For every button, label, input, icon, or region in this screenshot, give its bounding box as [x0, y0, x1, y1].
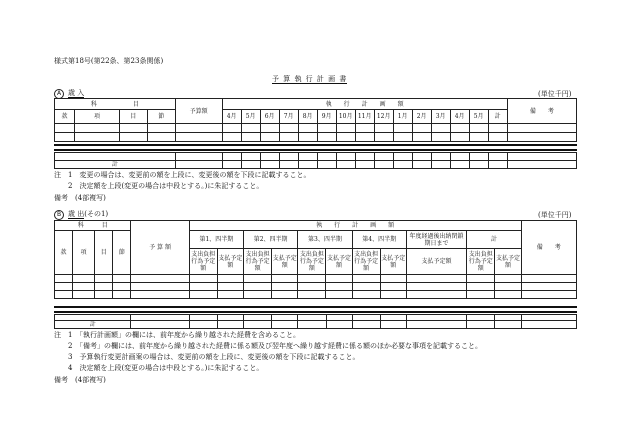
table-cell — [55, 291, 73, 299]
form-reference: 様式第18号(第22条、第23条関係) — [54, 57, 164, 65]
commitment-header: 支出負担行為予定額 — [189, 249, 217, 275]
table-cell — [298, 133, 317, 142]
kan-header: 款 — [55, 231, 73, 275]
table-cell — [241, 124, 260, 133]
table-row — [55, 133, 577, 142]
table-cell — [95, 291, 113, 299]
table-cell — [298, 283, 326, 291]
bikou-header: 備 考 — [507, 99, 576, 124]
table-cell — [55, 124, 75, 133]
bikou-line-a: 備考 (4部複写) — [54, 194, 106, 202]
table-cell — [73, 283, 95, 291]
month-header: 計 — [488, 110, 507, 124]
payment-header: 支払予定額 — [495, 249, 521, 275]
table-cell — [217, 283, 243, 291]
table-cell — [244, 283, 272, 291]
table-cell — [406, 275, 466, 283]
kan-header: 款 — [55, 110, 75, 124]
month-header: 5月 — [469, 110, 488, 124]
table-cell — [95, 283, 113, 291]
payment-header: 支払予定額 — [272, 249, 298, 275]
shikko-header: 執 行 計 画 額 — [222, 99, 507, 110]
circle-b-marker: B — [54, 210, 64, 220]
kamoku-header: 科 目 — [55, 221, 131, 231]
month-header: 12月 — [374, 110, 393, 124]
table-cell — [73, 291, 95, 299]
revenue-total-table — [54, 152, 577, 169]
table-cell — [113, 275, 131, 283]
total-label: 計 — [55, 321, 131, 329]
table-cell — [495, 291, 521, 299]
table-row — [55, 124, 577, 133]
table-cell — [241, 133, 260, 142]
page-title: 予 算 執 行 計 画 書 — [272, 75, 348, 83]
table-cell — [55, 133, 75, 142]
thick-divider — [54, 149, 577, 151]
table-cell — [467, 283, 495, 291]
table-cell — [450, 133, 469, 142]
table-cell — [488, 124, 507, 133]
table-cell — [380, 275, 406, 283]
table-cell — [272, 283, 298, 291]
table-cell — [495, 283, 521, 291]
month-header: 4月 — [450, 110, 469, 124]
table-cell — [380, 291, 406, 299]
table-cell — [272, 275, 298, 283]
table-cell — [260, 133, 279, 142]
table-cell — [298, 291, 326, 299]
table-cell — [279, 124, 298, 133]
table-cell — [521, 275, 576, 283]
table-cell — [222, 124, 241, 133]
quarter-header: 第2、四半期 — [244, 231, 298, 249]
payment-header: 支払予定額 — [326, 249, 352, 275]
setsu-header: 節 — [113, 231, 131, 275]
table-cell — [317, 124, 336, 133]
note-b-3: 3 予算執行変更計画案の場合は、変更前の額を上段に、変更後の額を下段に記載すること。 — [54, 353, 360, 361]
month-header: 6月 — [260, 110, 279, 124]
table-cell — [467, 291, 495, 299]
unit-label-b: (単位千円) — [538, 211, 572, 219]
table-cell — [406, 291, 466, 299]
table-cell — [393, 124, 412, 133]
month-header: 5月 — [241, 110, 260, 124]
table-cell — [189, 275, 217, 283]
table-row — [55, 291, 577, 299]
month-header: 8月 — [298, 110, 317, 124]
table-cell — [355, 124, 374, 133]
commitment-header: 支出負担行為予定額 — [244, 249, 272, 275]
table-cell — [507, 124, 576, 133]
table-cell — [175, 124, 222, 133]
thick-divider — [54, 144, 577, 146]
month-header: 10月 — [336, 110, 355, 124]
table-cell — [272, 291, 298, 299]
expenditure-total-table — [54, 314, 577, 329]
total-label: 計 — [55, 161, 176, 169]
table-row — [55, 283, 577, 291]
shikko-header: 執 行 計 画 額 — [189, 221, 521, 231]
table-cell — [113, 283, 131, 291]
table-cell — [326, 275, 352, 283]
table-cell — [119, 124, 147, 133]
table-cell — [450, 124, 469, 133]
table-row — [55, 275, 577, 283]
table-cell — [355, 133, 374, 142]
section-b-suffix: (その1) — [84, 210, 109, 218]
quarter-header: 第4、四半期 — [352, 231, 406, 249]
table-cell — [113, 291, 131, 299]
table-cell — [326, 283, 352, 291]
table-cell — [260, 124, 279, 133]
table-cell — [336, 133, 355, 142]
thick-divider — [54, 306, 577, 308]
table-cell — [488, 133, 507, 142]
table-cell — [73, 275, 95, 283]
table-cell — [352, 283, 380, 291]
table-cell — [55, 275, 73, 283]
quarter-header: 第3、四半期 — [298, 231, 352, 249]
payment-plan-header: 支払予定額 — [406, 249, 466, 275]
table-cell — [393, 133, 412, 142]
commitment-header: 支出負担行為予定額 — [467, 249, 495, 275]
payment-header: 支払予定額 — [217, 249, 243, 275]
table-cell — [298, 124, 317, 133]
kei-header: 計 — [467, 231, 521, 249]
month-header: 1月 — [393, 110, 412, 124]
table-cell — [131, 275, 189, 283]
expenditure-table — [54, 220, 577, 299]
table-cell — [75, 124, 120, 133]
table-cell — [189, 291, 217, 299]
table-cell — [147, 133, 175, 142]
table-cell — [217, 275, 243, 283]
table-cell — [119, 133, 147, 142]
table-cell — [431, 124, 450, 133]
moku-header: 目 — [119, 110, 147, 124]
table-cell — [131, 283, 189, 291]
table-cell — [374, 133, 393, 142]
note-a-1: 注 1 変更の場合は、変更前の額を上段に、変更後の額を下段に記載すること。 — [54, 171, 311, 179]
table-cell — [412, 133, 431, 142]
table-cell — [467, 275, 495, 283]
commitment-header: 支出負担行為予定額 — [352, 249, 380, 275]
circle-a-marker: A — [54, 89, 64, 99]
month-header: 3月 — [431, 110, 450, 124]
table-cell — [55, 283, 73, 291]
bikou-header: 備 考 — [521, 221, 576, 275]
table-cell — [131, 291, 189, 299]
table-cell — [217, 291, 243, 299]
table-cell — [431, 133, 450, 142]
table-cell — [380, 283, 406, 291]
month-header: 4月 — [222, 110, 241, 124]
section-b-heading — [54, 210, 108, 220]
table-cell — [244, 275, 272, 283]
kamoku-header: 科 目 — [55, 99, 176, 110]
quarter-header: 第1、四半期 — [189, 231, 243, 249]
table-cell — [317, 133, 336, 142]
commitment-header: 支出負担行為予定額 — [298, 249, 326, 275]
table-cell — [469, 124, 488, 133]
setsu-header: 節 — [147, 110, 175, 124]
note-b-2: 2 「備考」の欄には、前年度から繰り越された経費に係る額及び翌年度へ繰り越す経費に係る額のほか必要な事項を記載すること。 — [54, 342, 482, 350]
yosan-header: 予 算 額 — [131, 221, 189, 275]
month-header: 9月 — [317, 110, 336, 124]
table-cell — [222, 133, 241, 142]
table-cell — [336, 124, 355, 133]
table-cell — [495, 275, 521, 283]
note-a-2: 2 決定額を上段(変更の場合は中段とする。)に朱記すること。 — [54, 182, 264, 190]
table-cell — [279, 133, 298, 142]
note-b-4: 4 決定額を上段(変更の場合は中段とする。)に朱記すること。 — [54, 364, 264, 372]
yosan-header: 予算額 — [175, 99, 222, 124]
table-cell — [95, 275, 113, 283]
bikou-line-b: 備考 (4部複写) — [54, 376, 106, 384]
revenue-table — [54, 98, 577, 142]
table-cell — [189, 283, 217, 291]
thick-divider — [54, 311, 577, 313]
unit-label-a: (単位千円) — [538, 90, 572, 98]
moku-header: 目 — [95, 231, 113, 275]
table-cell — [298, 275, 326, 283]
table-cell — [374, 124, 393, 133]
table-cell — [175, 133, 222, 142]
kou-header: 項 — [73, 231, 95, 275]
table-cell — [352, 275, 380, 283]
table-cell — [412, 124, 431, 133]
table-cell — [75, 133, 120, 142]
table-cell — [521, 283, 576, 291]
table-cell — [147, 124, 175, 133]
table-cell — [469, 133, 488, 142]
month-header: 11月 — [355, 110, 374, 124]
payment-header: 支払予定額 — [380, 249, 406, 275]
kou-header: 項 — [75, 110, 120, 124]
table-cell — [521, 291, 576, 299]
table-cell — [507, 133, 576, 142]
table-cell — [406, 283, 466, 291]
closing-period-header: 年度経過後出納閉鎖期日まで — [406, 231, 466, 249]
note-b-1: 注 1 「執行計画額」の欄には、前年度から繰り越された経費を含めること。 — [54, 331, 300, 339]
section-b-label: 歳 出 — [68, 210, 85, 218]
table-cell — [352, 291, 380, 299]
table-cell — [244, 291, 272, 299]
month-header: 7月 — [279, 110, 298, 124]
table-cell — [326, 291, 352, 299]
month-header: 2月 — [412, 110, 431, 124]
section-a-label: 歳 入 — [68, 89, 85, 97]
